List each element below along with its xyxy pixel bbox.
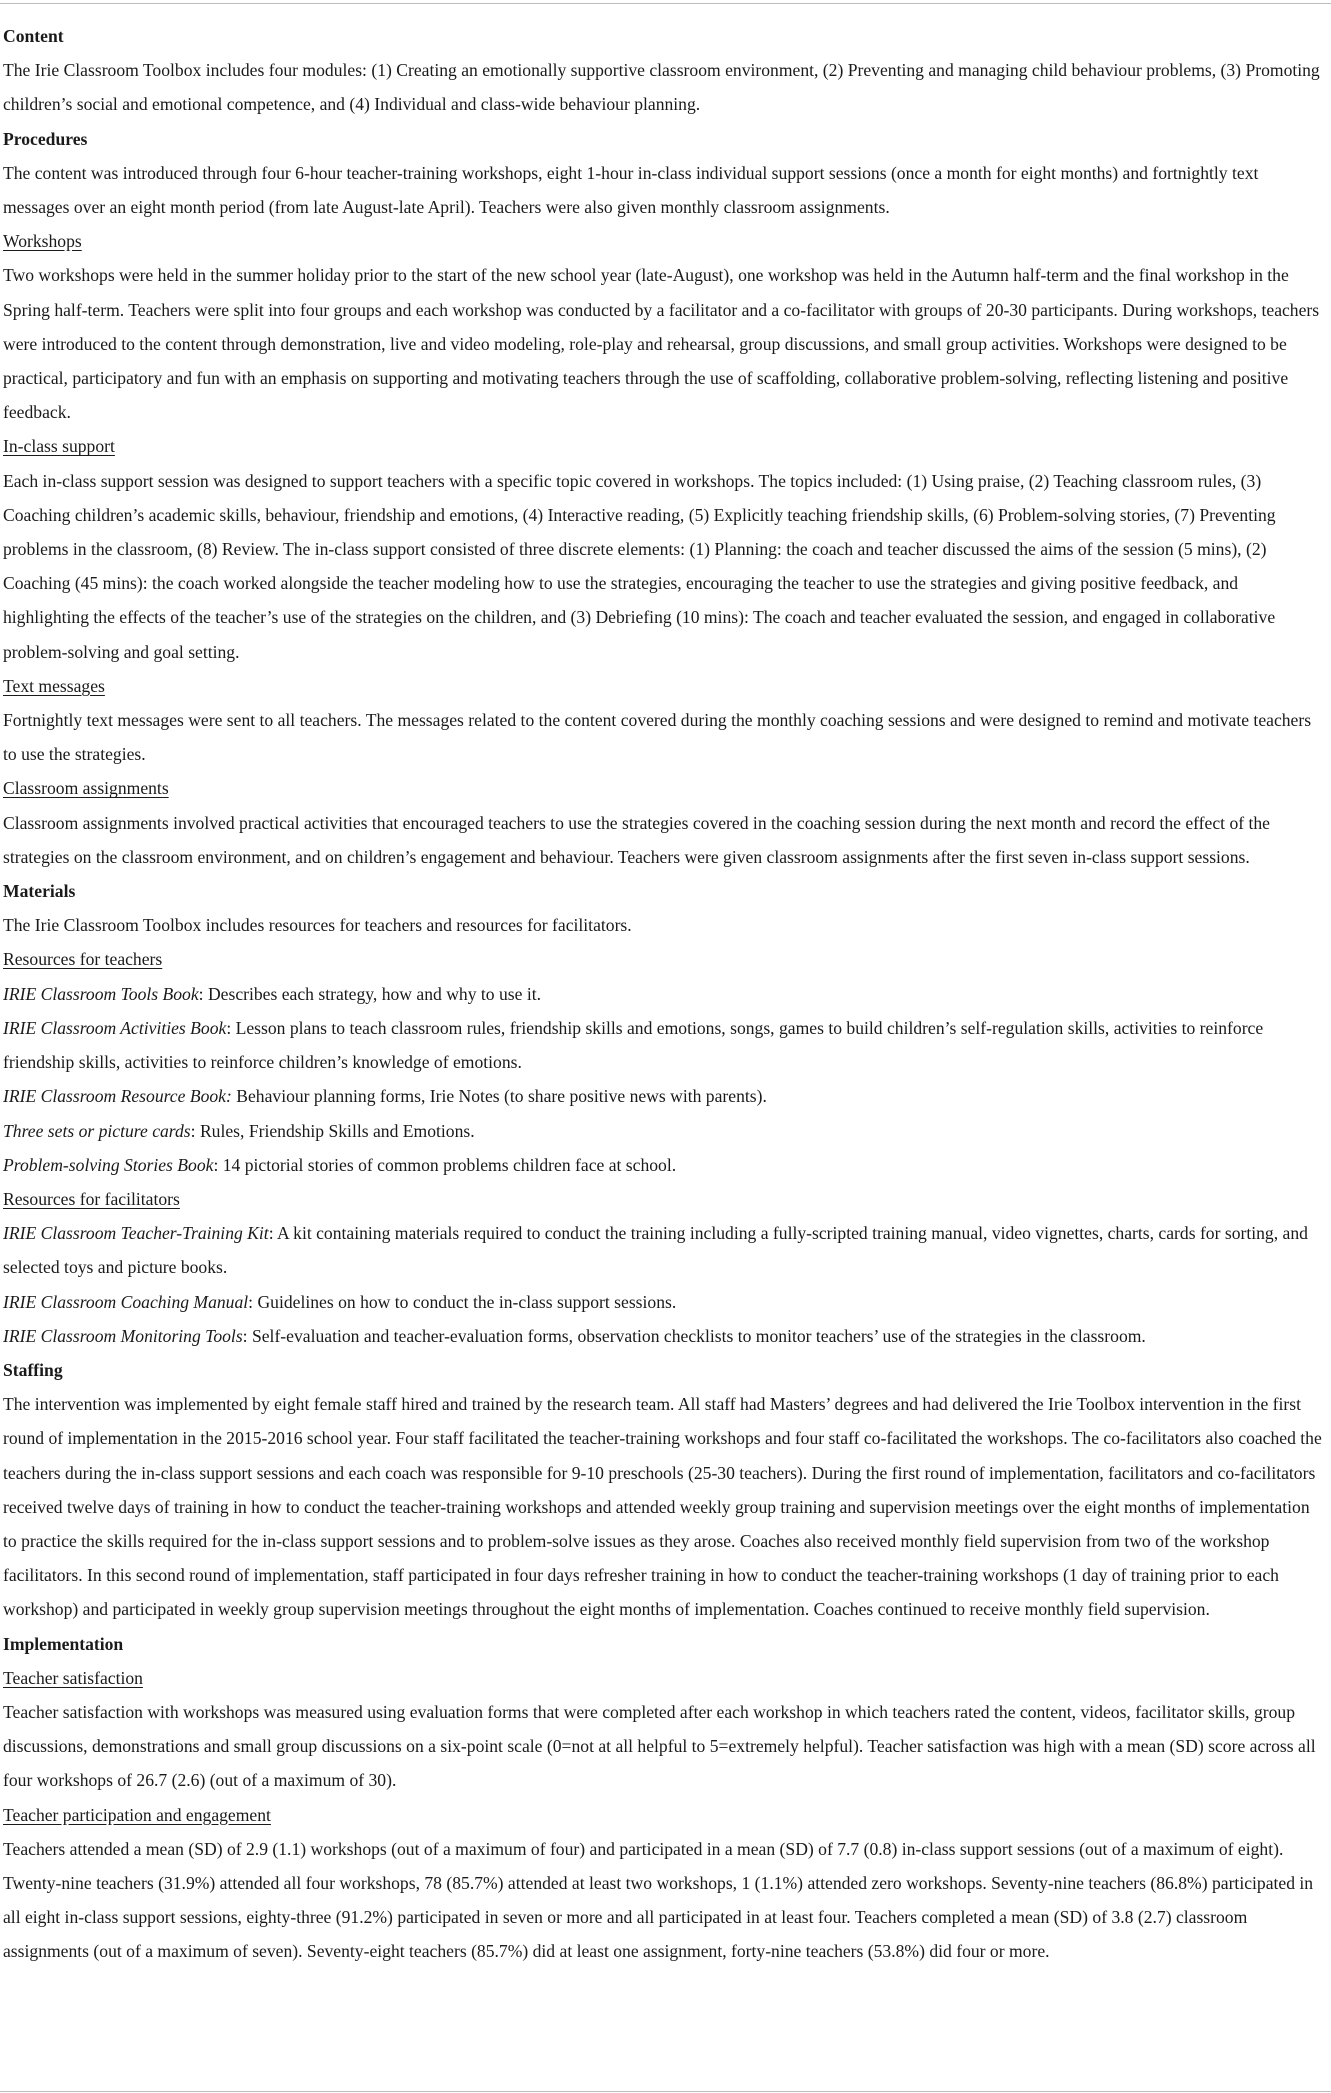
resource-desc: : Self-evaluation and teacher-evaluation forms, observation checklists to monitor teachers’ use of the strategies in the classroom. <box>242 1325 1146 1346</box>
subheading-in-class-support-wrap <box>3 429 1326 463</box>
workshops-body: Two workshops were held in the summer holiday prior to the start of the new school year (late-August), one workshop was held in the Autumn half-term and the final workshop in the Spring half-term. Teachers were split into four groups and each workshop was conducted by a facilitator and a co-facilitator with groups of 20-30 participants. During workshops, teachers were introduced to the content through demonstration, live and video modeling, role-play and rehearsal, group discussions, and small group activities. Workshops were designed to be practical, participatory and fun with an emphasis on supporting and motivating teachers through the use of scaffolding, collaborative problem-solving, reflecting listening and positive feedback. <box>3 265 1320 423</box>
resource-title: IRIE Classroom Tools Book <box>3 983 199 1004</box>
subheading-teacher-participation: Teacher participation and engagement <box>3 1804 271 1825</box>
resource-desc: : Describes each strategy, how and why to use it. <box>198 983 542 1004</box>
resource-desc: : Guidelines on how to conduct the in-class support sessions. <box>248 1291 677 1312</box>
resource-item <box>3 1114 1326 1148</box>
classroom-assignments-body: Classroom assignments involved practical activities that encouraged teachers to use the strategies covered in the coaching session during the next month and record the effect of the strategies on the classroom environment, and on children’s engagement and behaviour. Teachers were given classroom assignments after the first seven in-class support sessions. <box>3 812 1270 867</box>
subheading-in-class-support: In-class support <box>3 436 115 457</box>
resource-title: IRIE Classroom Teacher-Training Kit <box>3 1223 269 1244</box>
heading-content: Content <box>3 26 64 46</box>
staffing-body: The intervention was implemented by eight female staff hired and trained by the research team. All staff had Masters’ degrees and had delivered the Irie Toolbox intervention in the first round of implementation in the 2015-2016 school year. Four staff facilitated the teacher-training workshops and four staff co-facilitated the workshops. The co-facilitators also coached the teachers during the in-class support sessions and each coach was responsible for 9-10 preschools (25-30 teachers). During the first round of implementation, facilitators and co-facilitators received twelve days of training in how to conduct the teacher-training workshops and attended weekly group training and supervision meetings over the eight months of implementation to practice the skills required for the in-class support sessions and to problem-solve issues as they arose. Coaches also received monthly field supervision from two of the workshop facilitators. In this second round of implementation, staff participated in four days refresher training in how to conduct the teacher-training workshops (1 day of training prior to each workshop) and participated in weekly group supervision meetings throughout the eight months of implementation. Coaches continued to receive monthly field supervision. <box>3 1394 1322 1620</box>
materials-body: The Irie Classroom Toolbox includes resources for teachers and resources for facilitators. <box>3 915 632 936</box>
bottom-rule <box>0 2091 1331 2092</box>
subheading-workshops-wrap <box>3 224 1326 258</box>
heading-implementation: Implementation <box>3 1633 124 1654</box>
resource-title: IRIE Classroom Monitoring Tools <box>3 1325 243 1346</box>
heading-procedures: Procedures <box>3 128 88 149</box>
heading-materials: Materials <box>3 881 76 902</box>
resource-item <box>3 1148 1326 1182</box>
resource-desc: : A kit containing materials required to conduct the training including a fully-scripted training manual, video vignettes, charts, cards for sorting, and selected toys and picture books. <box>3 1223 1308 1278</box>
resource-title: Problem-solving Stories Book <box>3 1154 214 1175</box>
resource-title: Three sets or picture cards <box>3 1120 191 1141</box>
document-body <box>3 19 1326 1969</box>
content-body: The Irie Classroom Toolbox includes four modules: (1) Creating an emotionally supportive classroom environment, (2) Preventing and managing child behaviour problems, (3) Promoting children’s social and emotional competence, and (4) Individual and class-wide behaviour planning. <box>3 60 1320 115</box>
subheading-teacher-satisfaction-wrap <box>3 1661 1326 1695</box>
subheading-resources-facilitators-wrap <box>3 1182 1326 1216</box>
teacher-participation-body: Teachers attended a mean (SD) of 2.9 (1.1) workshops (out of a maximum of four) and participated in a mean (SD) of 7.7 (0.8) in-class support sessions (out of a maximum of eight). Twenty-nine teachers (31.9%) attended all four workshops, 78 (85.7%) attended at least two workshops, 1 (1.1%) attended zero workshops. Seventy-nine teachers (86.8%) participated in all eight in-class support sessions, eighty-three (91.2%) participated in seven or more and all participated in at least four. Teachers completed a mean (SD) of 3.8 (2.7) classroom assignments (out of a maximum of seven). Seventy-eight teachers (85.7%) did at least one assignment, forty-nine teachers (53.8%) did four or more. <box>3 1838 1314 1962</box>
top-rule <box>0 3 1331 4</box>
subheading-workshops: Workshops <box>3 231 82 252</box>
subheading-classroom-assignments: Classroom assignments <box>3 778 169 799</box>
subheading-resources-teachers: Resources for teachers <box>3 949 163 970</box>
resource-desc: : Rules, Friendship Skills and Emotions. <box>190 1120 475 1141</box>
teacher-satisfaction-body: Teacher satisfaction with workshops was measured using evaluation forms that were completed after each workshop in which teachers rated the content, videos, facilitator skills, group discussions, demonstrations and small group discussions on a six-point scale (0=not at all helpful to 5=extremely helpful). Teacher satisfaction was high with a mean (SD) score across all four workshops of 26.7 (2.6) (out of a maximum of 30). <box>3 1701 1316 1791</box>
subheading-resources-facilitators: Resources for facilitators <box>3 1188 180 1209</box>
subheading-text-messages: Text messages <box>3 675 105 696</box>
resource-title: IRIE Classroom Resource Book: <box>3 1086 232 1107</box>
resource-item <box>3 1285 1326 1319</box>
subheading-classroom-assignments-wrap <box>3 771 1326 805</box>
resource-desc: : 14 pictorial stories of common problems children face at school. <box>213 1154 677 1175</box>
resource-item <box>3 1216 1326 1284</box>
heading-staffing: Staffing <box>3 1359 63 1380</box>
resource-title: IRIE Classroom Activities Book <box>3 1017 227 1038</box>
procedures-body: The content was introduced through four 6-hour teacher-training workshops, eight 1-hour in-class individual support sessions (once a month for eight months) and fortnightly text messages over an eight month period (from late August-late April). Teachers were also given monthly classroom assignments. <box>3 162 1259 218</box>
subheading-teacher-participation-wrap <box>3 1798 1326 1832</box>
subheading-text-messages-wrap <box>3 669 1326 703</box>
resource-desc: : Lesson plans to teach classroom rules, friendship skills and emotions, songs, games to build children’s self-regulation skills, activities to reinforce friendship skills, activities to reinforce children’s knowledge of emotions. <box>3 1017 1264 1073</box>
resource-item <box>3 1079 1326 1113</box>
text-messages-body: Fortnightly text messages were sent to all teachers. The messages related to the content covered during the monthly coaching sessions and were designed to remind and motivate teachers to use the strategies. <box>3 710 1312 765</box>
in-class-support-body: Each in-class support session was designed to support teachers with a specific topic covered in workshops. The topics included: (1) Using praise, (2) Teaching classroom rules, (3) Coaching children’s academic skills, behaviour, friendship and emotions, (4) Interactive reading, (5) Explicitly teaching friendship skills, (6) Problem-solving stories, (7) Preventing problems in the classroom, (8) Review. The in-class support consisted of three discrete elements: (1) Planning: the coach and teacher discussed the aims of the session (5 mins), (2) Coaching (45 mins): the coach worked alongside the teacher modeling how to use the strategies, encouraging the teacher to use the strategies and giving positive feedback, and highlighting the effects of the teacher’s use of the strategies on the children, and (3) Debriefing (10 mins): The coach and teacher evaluated the session, and engaged in collaborative problem-solving and goal setting. <box>3 470 1276 662</box>
resource-desc: Behaviour planning forms, Irie Notes (to share positive news with parents). <box>231 1086 767 1107</box>
subheading-teacher-satisfaction: Teacher satisfaction <box>3 1667 143 1688</box>
resource-item <box>3 1319 1326 1353</box>
resource-title: IRIE Classroom Coaching Manual <box>3 1291 249 1312</box>
resource-item <box>3 977 1326 1011</box>
subheading-resources-teachers-wrap <box>3 942 1326 976</box>
resource-item <box>3 1011 1326 1079</box>
